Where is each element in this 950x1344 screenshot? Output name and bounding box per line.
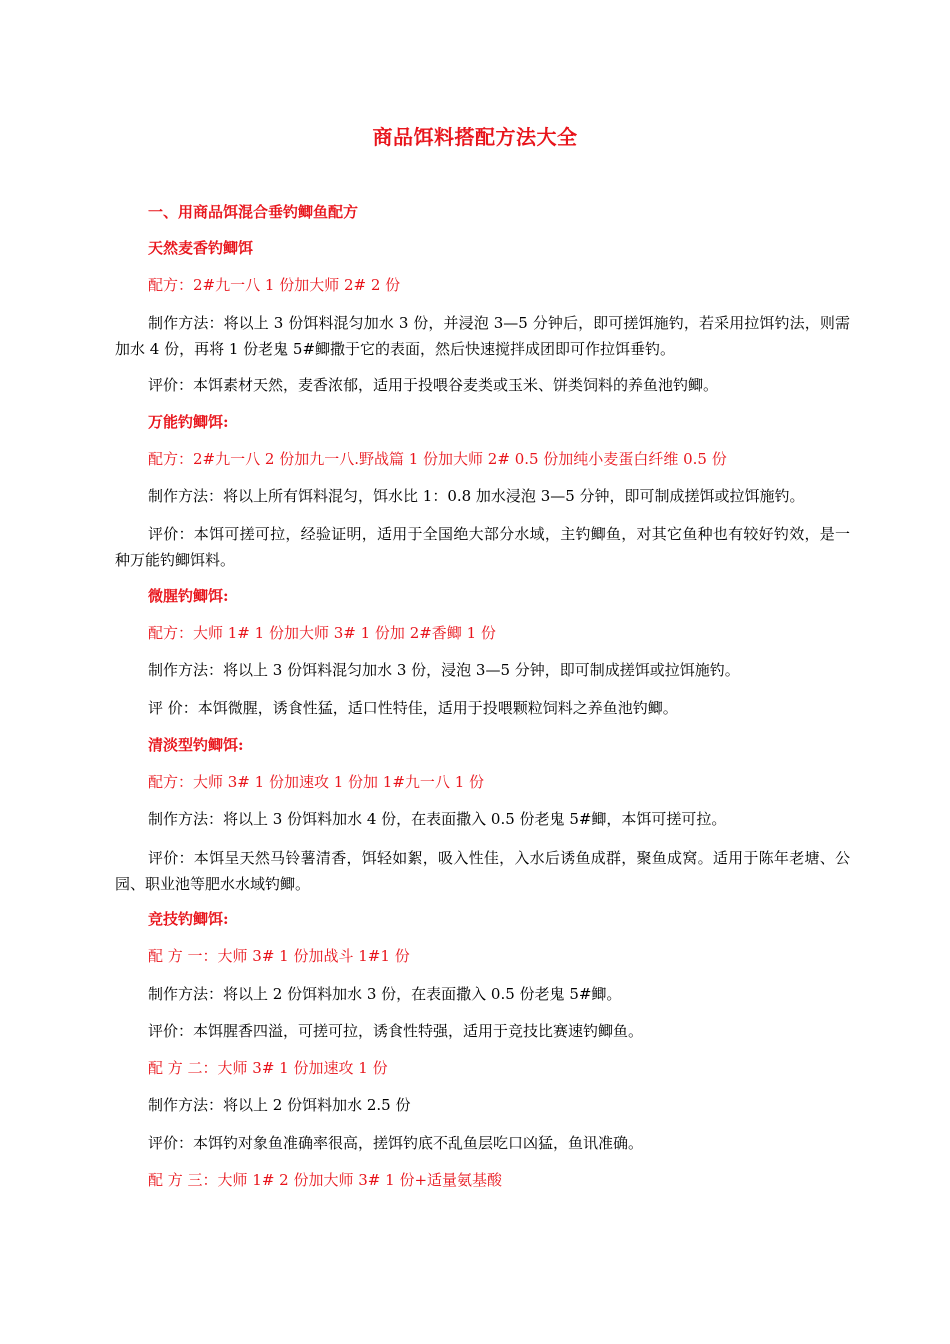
recipe-formula: 配方：大师 1# 1 份加大师 3# 1 份加 2#香鲫 1 份 [148,624,496,642]
recipe-method: 制作方法：将以上 2 份饵料加水 2.5 份 [148,1096,411,1114]
recipe-formula: 配 方 三：大师 1# 2 份加大师 3# 1 份+适量氨基酸 [148,1171,503,1189]
document-title: 商品饵料搭配方法大全 [372,125,578,149]
recipe-name: 清淡型钓鲫饵: [148,736,244,754]
recipe-method: 制作方法：将以上 2 份饵料加水 3 份，在表面撒入 0.5 份老鬼 5#鲫。 [148,985,622,1003]
recipe-method: 制作方法：将以上 3 份饵料加水 4 份，在表面撒入 0.5 份老鬼 5#鲫，本饵可搓可拉。 [148,810,727,828]
recipe-name: 竞技钓鲫饵: [148,910,229,928]
section-heading: 一、用商品饵混合垂钓鲫鱼配方 [148,203,359,221]
recipe-review: 评价：本饵可搓可拉，经验证明，适用于全国绝大部分水域，主钓鲫鱼，对其它鱼种也有较好钓效，是一种万能钓鲫饵料。 [115,525,850,569]
recipe-name: 万能钓鲫饵: [148,413,229,431]
recipe-review: 评价：本饵腥香四溢，可搓可拉，诱食性特强，适用于竞技比赛速钓鲫鱼。 [148,1022,644,1040]
recipe-formula: 配 方 一：大师 3# 1 份加战斗 1#1 份 [148,947,410,965]
recipe-review: 评价：本饵素材天然，麦香浓郁，适用于投喂谷麦类或玉米、饼类饲料的养鱼池钓鲫。 [148,376,719,394]
recipe-review: 评价：本饵呈天然马铃薯清香，饵轻如絮，吸入性佳，入水后诱鱼成群，聚鱼成窝。适用于陈年老塘、公园、职业池等肥水水域钓鲫。 [115,849,850,893]
recipe-formula: 配方：2#九一八 1 份加大师 2# 2 份 [148,276,401,294]
recipe-name: 天然麦香钓鲫饵 [148,239,254,257]
recipe-method: 制作方法：将以上所有饵料混匀，饵水比 1：0.8 加水浸泡 3—5 分钟，即可制成搓饵或拉饵施钓。 [148,487,805,505]
recipe-method: 制作方法：将以上 3 份饵料混匀加水 3 份，浸泡 3—5 分钟，即可制成搓饵或拉饵施钓。 [148,661,740,679]
recipe-formula: 配方：2#九一八 2 份加九一八.野战篇 1 份加大师 2# 0.5 份加纯小麦蛋白纤维 0.5 份 [148,450,727,468]
recipe-formula: 配方：大师 3# 1 份加速攻 1 份加 1#九一八 1 份 [148,773,485,791]
recipe-formula: 配 方 二：大师 3# 1 份加速攻 1 份 [148,1059,388,1077]
recipe-name: 微腥钓鲫饵: [148,587,229,605]
recipe-review: 评 价：本饵微腥，诱食性猛，适口性特佳，适用于投喂颗粒饲料之养鱼池钓鲫。 [148,699,678,717]
recipe-method: 制作方法：将以上 3 份饵料混匀加水 3 份，并浸泡 3—5 分钟后，即可搓饵施钓，若采用拉饵钓法，则需加水 4 份，再将 1 份老鬼 5#鲫撒于它的表面，然后快速搅拌成团即可作拉饵垂钓。 [115,314,850,358]
recipe-review: 评价：本饵钓对象鱼准确率很高，搓饵钓底不乱鱼层吃口凶猛，鱼讯准确。 [148,1134,644,1152]
